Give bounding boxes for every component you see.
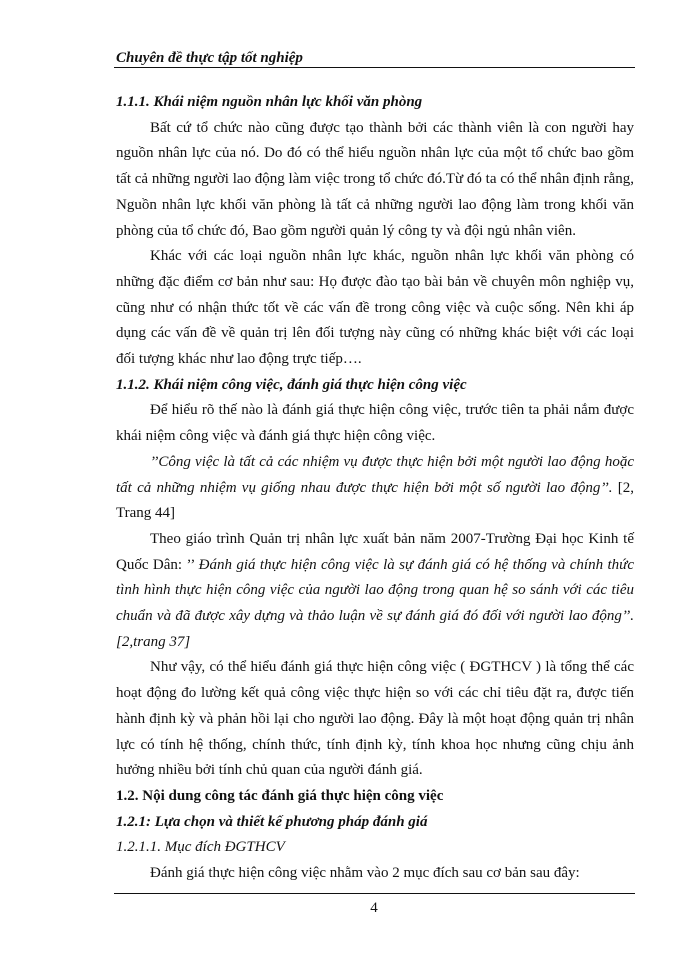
paragraph-6: Như vậy, có thể hiểu đánh giá thực hiện công việc ( ĐGTHCV ) là tổng thể các hoạt động đo lường kết quả công việc thực hiện so với các chỉ tiêu đặt ra, được tiến hành định kỳ và phản hồi lại cho người lao động. Đây là một hoạt động quản trị nhân lực có tính hệ thống, chính thức, tính định kỳ, tính khoa học nhưng cũng chịu ảnh hưởng nhiều bởi tính chủ quan của người đánh giá. xyxy=(116,659,634,779)
paragraph-3: Để hiểu rõ thế nào là đánh giá thực hiện công việc, trước tiên ta phải nắm được khái niệm công việc và đánh giá thực hiện công việc. xyxy=(116,402,634,445)
job-definition-quote: ’’Công việc là tất cả các nhiệm vụ được thực hiện bởi một người lao động hoặc tất cả những nhiệm vụ giống nhau được thực hiện bởi một số người lao động’’. xyxy=(116,453,634,496)
running-header: Chuyên đề thực tập tốt nghiệp xyxy=(116,50,303,66)
heading-1-1-1: 1.1.1. Khái niệm nguồn nhân lực khối văn phòng xyxy=(116,94,423,110)
page-number: 4 xyxy=(370,900,378,916)
heading-1-2: 1.2. Nội dung công tác đánh giá thực hiện công việc xyxy=(116,787,444,804)
paragraph-5-intro: Theo giáo trình Quản trị nhân lực xuất bản năm 2007-Trường Đại học Kinh tế Quốc Dân: ’’ xyxy=(116,530,634,573)
paragraph-2: Khác với các loại nguồn nhân lực khác, nguồn nhân lực khối văn phòng có những đặc điểm cơ bản như sau: Họ được đào tạo bài bản về chuyên môn nghiệp vụ, cũng như có nhận thức tốt về các vấn đề trong công việc và cuộc sống. Nên khi áp dụng các vấn đề về quản trị lên đối tượng này cũng có những khác biệt với các loại đối tượng khác như lao động trực tiếp…. xyxy=(116,248,634,368)
heading-1-1-2: 1.1.2. Khái niệm công việc, đánh giá thực hiện công việc xyxy=(116,376,467,393)
footer-rule xyxy=(114,893,635,894)
header-rule xyxy=(114,67,635,68)
paragraph-7: Đánh giá thực hiện công việc nhằm vào 2 mục đích sau cơ bản sau đây: xyxy=(150,865,580,882)
citation: [2, Trang 44] xyxy=(116,479,634,522)
heading-1-2-1-1: 1.2.1.1. Mục đích ĐGTHCV xyxy=(116,839,285,856)
evaluation-definition-quote: Đánh giá thực hiện công việc là sự đánh giá có hệ thống và chính thức tình hình thực hiện công việc của người lao động trong quan hệ so sánh với các tiêu chuẩn và đã được xây dựng và thảo luận về sự đánh giá đó đối với người lao động’’.[2,trang 37] xyxy=(116,556,634,650)
paragraph-1: Bất cứ tổ chức nào cũng được tạo thành bởi các thành viên là con người hay nguồn nhân lực của nó. Do đó có thể hiểu nguồn nhân lực của một tổ chức bao gồm tất cả những người lao động làm việc trong tổ chức đó.Từ đó ta có thể nhân định rằng, Nguồn nhân lực khối văn phòng là tất cả những người lao động làm trong khối văn phòng của tổ chức đó, Bao gồm người quản lý công ty và đội ngủ nhân viên. xyxy=(116,119,634,239)
body-text xyxy=(116,90,634,887)
paragraph-4 xyxy=(116,450,634,527)
heading-1-2-1: 1.2.1: Lựa chọn và thiết kế phương pháp đánh giá xyxy=(116,813,428,830)
paragraph-5 xyxy=(116,527,634,656)
